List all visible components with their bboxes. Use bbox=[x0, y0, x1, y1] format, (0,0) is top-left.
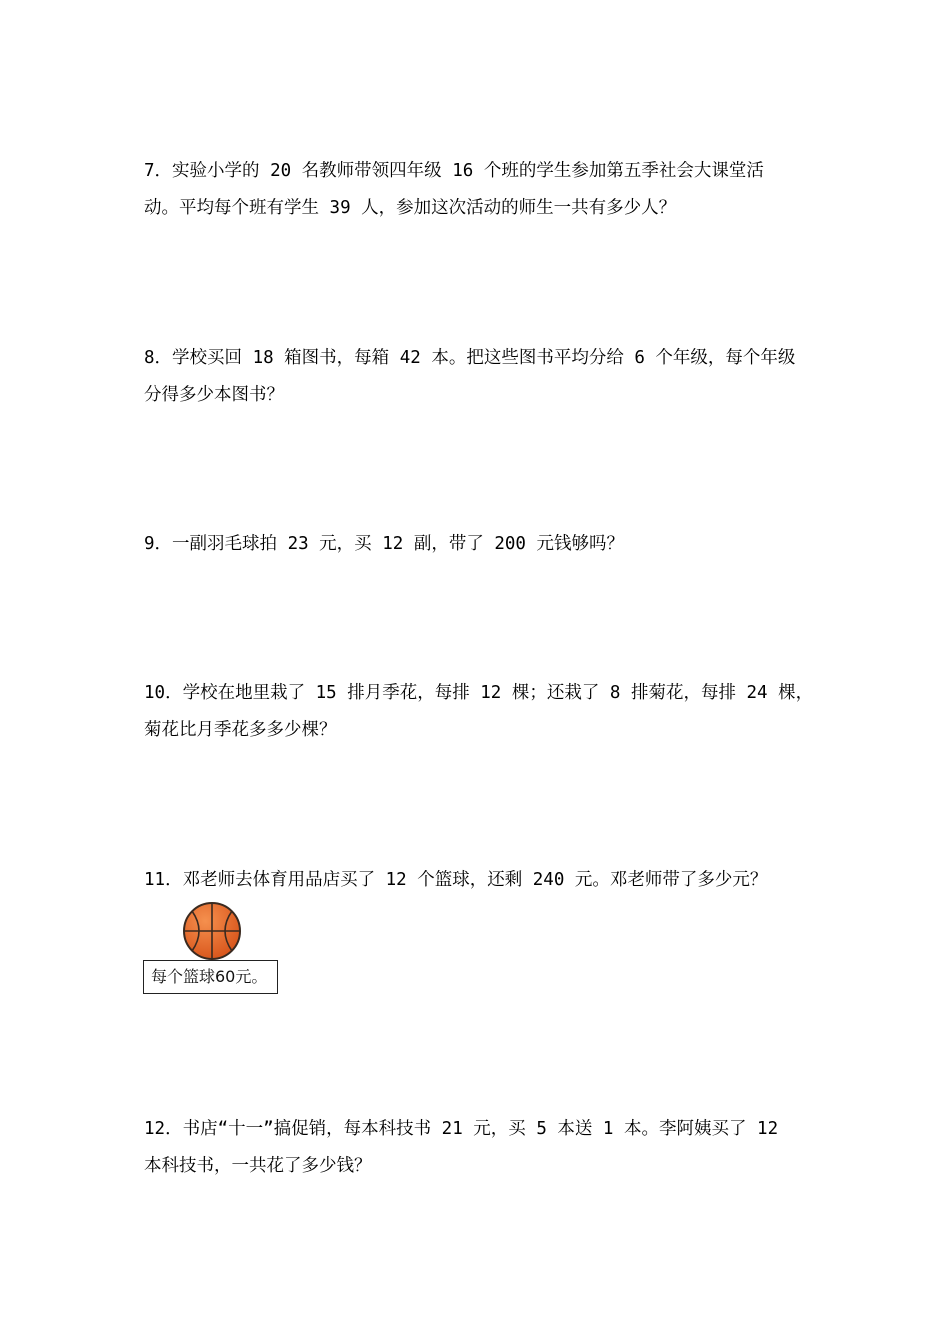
question-9-line-1: 9．一副羽毛球拍 23 元，买 12 副，带了 200 元钱够吗？ bbox=[144, 534, 625, 554]
question-12-line-2: 本科技书，一共花了多少钱？ bbox=[144, 1156, 372, 1176]
question-11-line-1: 11．邓老师去体育用品店买了 12 个篮球，还剩 240 元。邓老师带了多少元？ bbox=[144, 870, 768, 890]
question-8-line-1: 8．学校买回 18 箱图书，每箱 42 本。把这些图书平均分给 6 个年级，每个年级 bbox=[144, 348, 796, 368]
question-8 bbox=[144, 340, 814, 414]
question-7-line-2: 动。平均每个班有学生 39 人，参加这次活动的师生一共有多少人？ bbox=[144, 198, 677, 218]
question-11 bbox=[144, 862, 814, 899]
question-10-line-2: 菊花比月季花多多少棵？ bbox=[144, 720, 337, 740]
basketball-icon bbox=[182, 901, 242, 961]
question-8-line-2: 分得多少本图书？ bbox=[144, 385, 284, 405]
question-7 bbox=[144, 153, 814, 227]
question-9 bbox=[144, 526, 814, 563]
question-12-line-1: 12．书店“十一”搞促销，每本科技书 21 元，买 5 本送 1 本。李阿姨买了 12 bbox=[144, 1119, 779, 1139]
question-12 bbox=[144, 1111, 814, 1185]
basketball-price-label: 每个篮球60元。 bbox=[143, 960, 278, 994]
question-10 bbox=[144, 675, 814, 749]
question-10-line-1: 10．学校在地里栽了 15 排月季花，每排 12 棵；还栽了 8 排菊花，每排 24 棵， bbox=[144, 683, 814, 703]
question-7-line-1: 7．实验小学的 20 名教师带领四年级 16 个班的学生参加第五季社会大课堂活 bbox=[144, 161, 764, 181]
